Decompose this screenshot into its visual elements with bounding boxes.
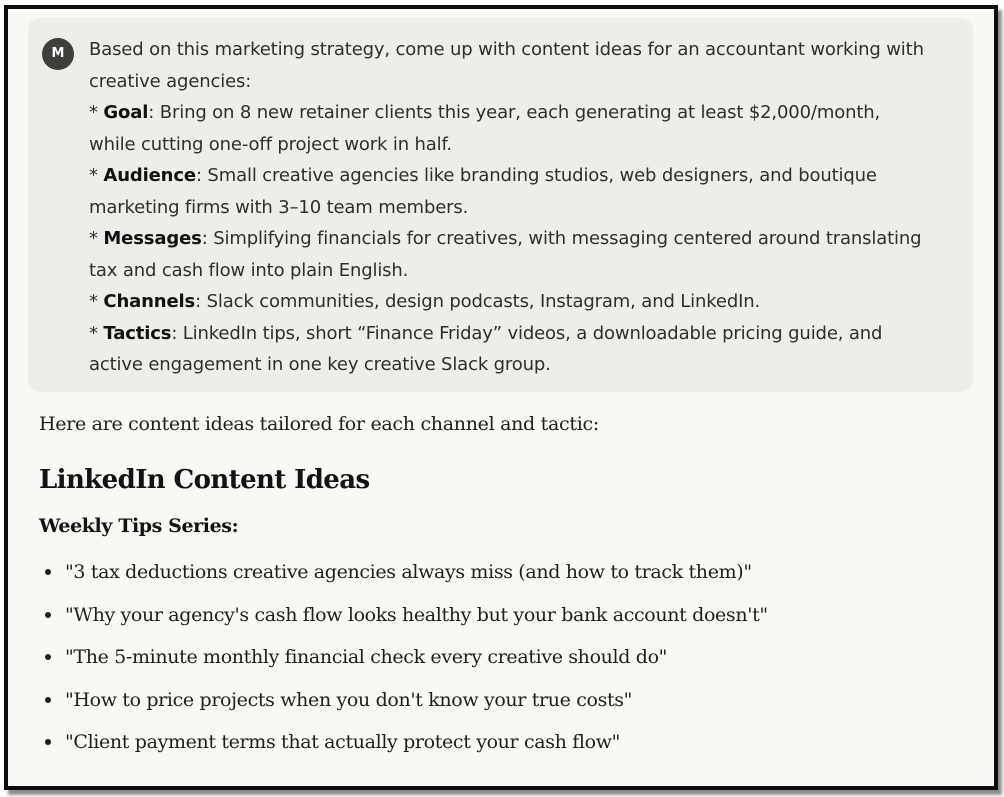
item-text: : Slack communities, design podcasts, Instagram, and LinkedIn.: [195, 291, 761, 312]
list-item-text: "3 tax deductions creative agencies always miss (and how to track them)": [65, 561, 752, 583]
section-heading: LinkedIn Content Ideas: [39, 465, 370, 495]
bullet-icon: [45, 654, 51, 660]
item-text: : LinkedIn tips, short “Finance Friday” videos, a downloadable pricing guide, and active engagement in one key creative Slack group.: [89, 322, 883, 375]
item-label: Messages: [103, 228, 202, 249]
bullet-icon: [45, 569, 51, 575]
bullet-icon: [45, 697, 51, 703]
bullet-icon: [45, 612, 51, 618]
item-text: : Bring on 8 new retainer clients this year, each generating at least $2,000/month, while cutting one-off project work in half.: [89, 102, 881, 155]
item-text: : Small creative agencies like branding studios, web designers, and boutique marketing firms with 3–10 team members.: [89, 165, 877, 218]
item-prefix: *: [89, 228, 104, 249]
list-item-text: "Why your agency's cash flow looks healthy but your bank account doesn't": [65, 603, 768, 626]
list-item-text: "The 5-minute monthly financial check every creative should do": [65, 646, 668, 668]
assistant-reply: [39, 409, 959, 770]
strategy-item-audience: [89, 160, 929, 223]
strategy-item-channels: [89, 286, 929, 318]
chat-window: [4, 5, 998, 790]
list-item: [39, 557, 959, 587]
bullet-icon: [45, 739, 51, 745]
item-prefix: *: [89, 165, 104, 186]
list-item: [39, 727, 959, 757]
item-label: Tactics: [103, 322, 172, 344]
strategy-item-tactics: [89, 318, 929, 381]
reply-intro: Here are content ideas tailored for each channel and tactic:: [39, 413, 599, 435]
list-item: [39, 600, 959, 630]
item-label: Audience: [103, 165, 196, 186]
list-item-text: "Client payment terms that actually protect your cash flow": [65, 731, 621, 753]
tips-list: [39, 557, 959, 757]
user-message-intro: Based on this marketing strategy, come up with content ideas for an accountant working with creative agencies:: [89, 39, 924, 92]
list-item: [39, 642, 959, 672]
list-item: [39, 685, 959, 715]
strategy-item-goal: [89, 97, 929, 160]
list-item-text: "How to price projects when you don't know your true costs": [65, 688, 633, 711]
item-prefix: *: [89, 102, 104, 123]
user-message-bubble: [28, 18, 973, 392]
user-avatar[interactable]: M: [42, 38, 74, 70]
item-label: Channels: [103, 291, 196, 312]
item-prefix: *: [89, 322, 104, 344]
subsection-heading: Weekly Tips Series:: [39, 515, 239, 537]
item-text: : Simplifying financials for creatives, with messaging centered around translating tax and cash flow into plain English.: [89, 228, 922, 281]
strategy-item-messages: [89, 223, 929, 286]
item-label: Goal: [103, 102, 149, 123]
item-prefix: *: [89, 291, 104, 312]
user-message-text: [89, 34, 929, 381]
